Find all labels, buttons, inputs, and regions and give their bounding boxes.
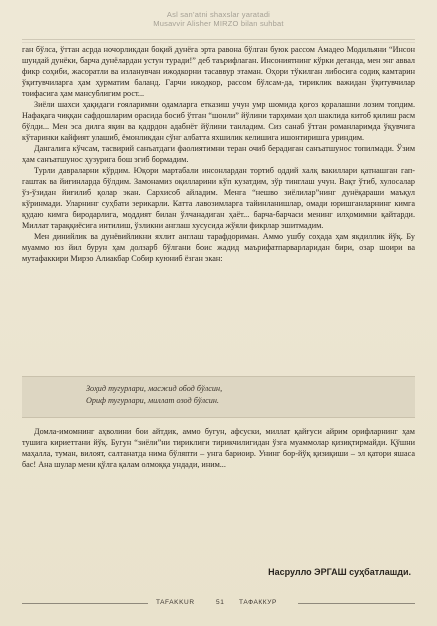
paragraph-6: Домла-имомнинг аҳволини бои айтдик, аммо бугун, афсуски, миллат қайғуси айрим орифларнинг ҳам тушига кириеттани йўқ. Бугун “зиёли”ни тириклиги тирикчилигидан ўзга муаммолар қизиқтирмайди. Қўшни маҳалла, туман, вилоят, салтанатда нима бўляпти – унга бариоир. Унинг бор-йўқ қизиқиши – эл қатори яшаса бас! Ана шулар мени қўлга қалам олмоққа ундади, иним...: [22, 427, 415, 469]
paragraph-5: Мен динийлик ва дунёвийликни яхлит англаш тарафдориман. Аммо ушбу соҳада ҳам якдиллик йўқ. Бу муаммо юз йил бурун ҳам долзарб бўлгани боис жадид маърифатпарварларидан бири, озар шоири ва мутафаккири Мирзо Алиакбар Собир куюниб ёзган экан:: [22, 232, 415, 263]
footer-rule-right: [298, 603, 415, 604]
article-body-continued: [22, 426, 415, 470]
footer-magazine-name-latin: TAFAKKUR: [156, 599, 195, 606]
footer-rule-left: [22, 603, 148, 604]
paragraph-4: Турли давраларни кўрдим. Юқори мартабали инсонлардан тортиб оддий халқ вакиллари қатнашган гап-гаштак ва йиғинларда бўлдим. Замонамиз оқилларини кўп кузатдим, зўр тинглаш учун. Вақт ўтиб, хулосалар ўз-ўзидан йиғилиб қолар экан. Сархисоб айладим. Менга “нешво зиёлилар”нинг дунёқараши маъқул кўринмади. Уларнинг суҳбати зерикарли. Катта лавозимларга тайинланишлар, омади юришганларнинг кимга қудаю кимга биродарлига, моддият билан ўлчанадиган ҳаёт... барча-барчаси менинг илҳомимни қайтарди. Миллат тараққиёсига интилиш, ўзликни англаш хусусида жўяли фикрлар эшитмадим.: [22, 166, 415, 230]
poem-quote: [22, 376, 415, 418]
page-footer: [0, 597, 437, 611]
poem-line-1: Зоҳид тугурлари, масжид обод бўлсин,: [86, 384, 223, 393]
header-section-title: Asl san’atni shaxslar yaratadi: [166, 10, 271, 19]
article-body: [22, 44, 415, 264]
header-rule: [22, 39, 415, 40]
interviewer-signature: Насрулло ЭРГАШ суҳбатлашди.: [268, 567, 411, 577]
header-rule-secondary: [22, 42, 415, 43]
paragraph-2: Зиёли шахси ҳақидаги ғояларимни одамларга етказиш учун умр шомида қоғоз қоралашни лозим топдим. Нафақага чиққан сафдошларим орасида босиб ўтган “шонли” йўлини тарҳимаи ҳол шаклида китоб қилиш расм бўлди... Мен эса дилга яқин ва қадрдон адабнёт йўлини танладим. Сиз санаб ўтган романларимда ўқувчига кўтаринки кайфият улашиб, ёмонликдан сўнг албатта яхшилик келишига ишонтиришга уриндим.: [22, 100, 415, 142]
header-subtitle: Musavvir Alisher MIRZO bilan suhbat: [153, 19, 284, 28]
footer-magazine-name-cyrillic: ТАФАККУР: [239, 599, 277, 606]
paragraph-3: Дангалига кўчсам, тасвирий санъатдаги фаолиятимни теран очиб берадиган санъатшунос топилмади. Ўзим ҳам санъатшунос ҳузурига бош эгиб бормадим.: [22, 144, 415, 164]
page-number: 51: [216, 599, 225, 606]
poem-line-2: Ориф тугурлари, миллат озод бўлсин.: [86, 395, 219, 405]
paragraph-1: ган бўлса, ўттан асрда ночорликдан боқий дунёга эрта равона бўлган буюк рассом Амадео Модильяни “Инсон шундай дунёки, барча дунёлардан устун туради!” деб таърифлаган. Инсониятнинг кўрки деганда, мен энг аввал фикр соҳиби, жасоратли ва изланувчан ижодкорни тасаввур этаман. Оҳори тўкилган либосига содиқ камтарин ўқитувчиларга ҳам ҳурматим баланд. Гарчи ижодкор, рассом бўлсам-да, тириклик важидан ўқитувчилар тоифасига ҳам мансублигим рост...: [22, 45, 415, 98]
